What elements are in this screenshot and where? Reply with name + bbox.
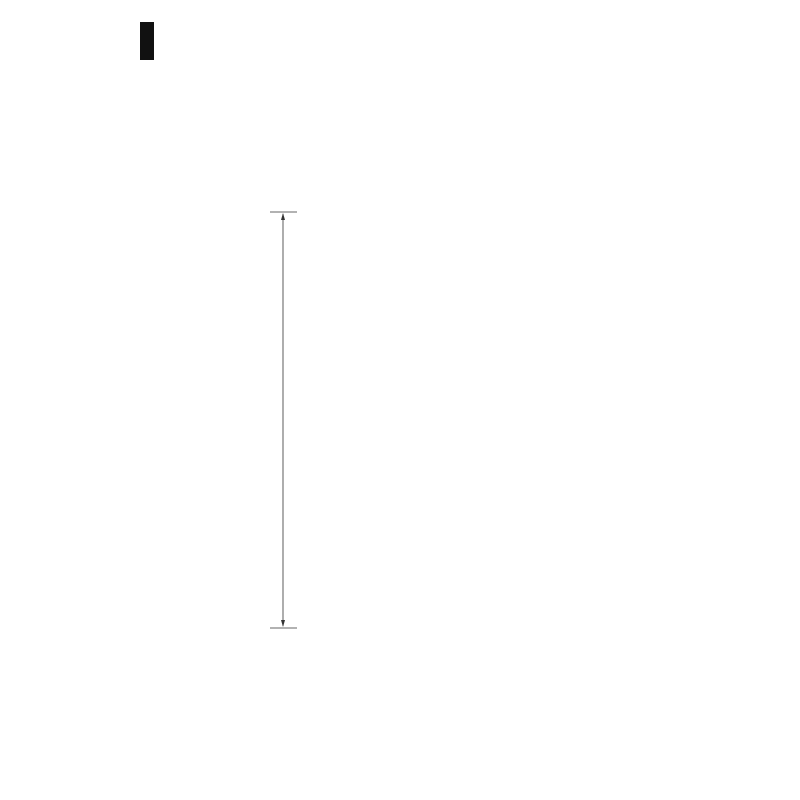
dimension-line [270, 212, 297, 628]
